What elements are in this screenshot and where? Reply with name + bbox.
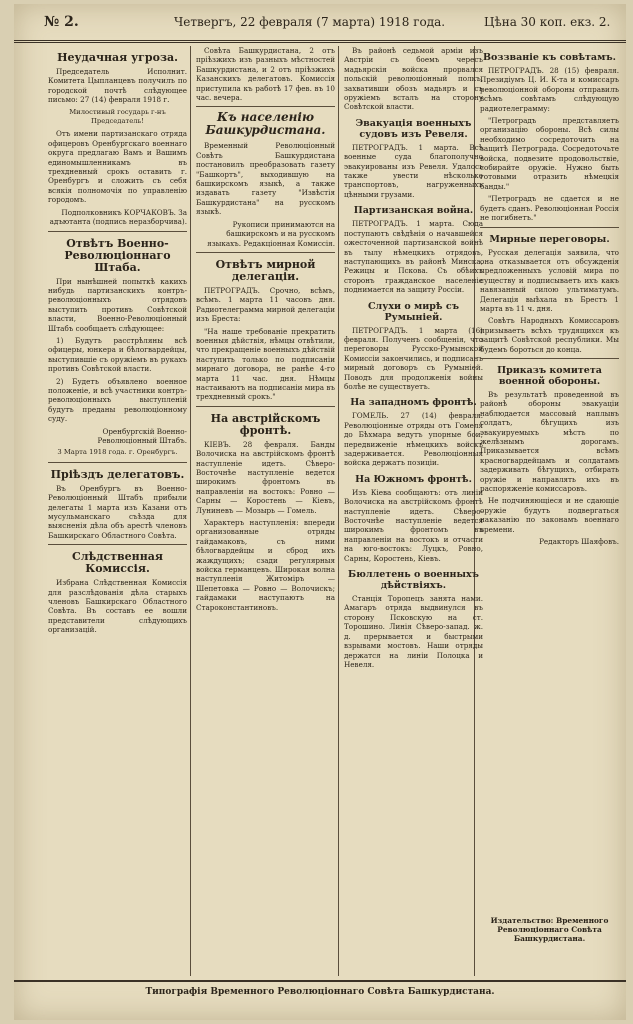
divider — [48, 462, 187, 463]
headline-commission: Слѣдственная Комиссія. — [71, 550, 164, 576]
article-text: КІЕВЪ. 28 февраля. Банды Волочиска на австрійскомъ фронтѣ наступленіе идетъ. Сѣверо-Восточнѣе наступленіе ведется широкимъ фронтомъ въ направленіи на востокъ: Ровно — Сарны — Коростень — Кіевъ, Луниневъ — Мозырь — Гомель. — [196, 439, 335, 515]
newspaper-page — [14, 4, 626, 1020]
headline-romania-peace: Слухи о мирѣ съ Румыніей. — [367, 300, 459, 323]
headline-southern-front: На Южномъ фронтѣ. — [355, 473, 472, 485]
article-text: Совѣта Башкурдистана, 2 отъ пріѣзжихъ изъ разныхъ мѣстностей Башкурдистана, и 2 отъ пріѣзжихъ Казанскихъ делегатовъ. Комиссія приступила къ работѣ 17 фев. въ 10 час. вечера. — [196, 46, 335, 103]
headline-peace-delegation: Отвѣтъ мирной делегаціи. — [215, 257, 316, 283]
article-text: Милостивый государь г-нъ Председатель! — [69, 107, 166, 126]
headline-delegates: Пріѣздъ делегатовъ. — [50, 467, 185, 481]
article-text: Изъ Кіева сообщаютъ: отъ линіи Волочиска на австрійскомъ фронтѣ наступленіе идетъ. Сѣверо-Восточнѣе наступленіе ведется широкимъ фронтомъ въ направленіи на востокъ и отчасти на юго-востокъ: Луцкъ, Ровно, Сарны, Коростень, Кіевъ. — [344, 487, 483, 563]
issue-date: Четвергъ, 22 февраля (7 марта) 1918 года. — [174, 15, 446, 29]
headline-defense-order: Приказъ комитета военной обороны. — [497, 364, 602, 387]
headline-bulletin: Бюллетень о военныхъ дѣйствіяхъ. — [348, 569, 479, 592]
article-text: Въ результатѣ проведенной въ районѣ обороны эвакуаціи наблюдается массовый наплывъ солдатъ, бѣгущихъ изъ эвакуируемыхъ мѣстъ по желѣзнымъ дорогамъ. Приказывается всѣмъ красногвардейцамъ и солдатамъ задерживать бѣгущихъ, отбирать оружіе и направлять ихъ въ распоряженіе комиссаровъ. — [480, 389, 619, 494]
article-text: Совѣтъ Народныхъ Комиссаровъ призываетъ всѣхъ трудящихся къ защитѣ Совѣтской республики. Мы будемъ бороться до конца. — [480, 316, 619, 354]
article-text: 1) Будутъ расстрѣляны всѣ офицеры, юнкера и бѣлогвардейцы, выступившіе съ оружіемъ въ рукахъ противъ Совѣтской власти. — [48, 335, 187, 374]
signature: Подполковникъ КОРЧАКОВЪ. За адъютанта (подпись неразборчива). — [49, 207, 187, 227]
column-3 — [344, 46, 483, 976]
signature: Рукописи принимаются на башкирскомъ и на русскомъ языкахъ. Редакціонная Комиссія. — [207, 219, 335, 248]
headline-austrian-front: На австрійскомъ фронтѣ. — [210, 411, 321, 437]
headline-partisan-war: Партизанская война. — [353, 205, 474, 217]
masthead — [14, 4, 626, 43]
article-text: ПЕТРОГРАДЪ. 1 марта (16) февраля. Полученъ сообщенія, что переговоры Русско-Румынской Комиссіи закончились, и подписанъ мирный договоръ съ Румыніей. Поводъ для продолженія войны болѣе не существуетъ. — [344, 325, 483, 391]
editor-signature: Редакторъ Шаяфовъ. — [539, 537, 619, 547]
divider — [48, 231, 187, 232]
headline-western-front: На западномъ фронтѣ. — [350, 397, 477, 409]
divider — [480, 227, 619, 228]
article-text: ГОМЕЛЬ. 27 (14) февраля. Революціонные отряды отъ Гомеля до Бѣхмара ведутъ упорные бои; передвиженіе нѣмецкихъ войскъ задерживается. Революціонныя войска держатъ позиціи. — [344, 411, 483, 468]
article-text: ПЕТРОГРАДЪ. 28 (15) февраля. Президіумъ Ц. И. К-та и комиссаръ революціонной обороны отправилъ всѣмъ совѣтамъ слѣдующую радиотелеграмму: — [480, 66, 619, 113]
headline-appeal: Воззваніе къ совѣтамъ. — [483, 52, 616, 63]
headline-staff-answer: Отвѣтъ Военно-Революціоннаго Штаба. — [64, 236, 171, 274]
issue-number: № 2. — [44, 14, 79, 30]
article-text: Въ районѣ седьмой арміи изъ Австріи съ боемъ чересъ мадьярскія войска прорвался польскій революціонный полкъ, захвативши обозъ мадьяръ и съ оружіемъ всталъ на сторону Совѣтской власти. — [344, 46, 483, 112]
article-text: Председатель Исполнит. Комитета Цыпланцевъ получилъ по городской почтѣ слѣдующее письмо: 27 (14) февраля 1918 г. — [48, 67, 187, 105]
article-text: Временный Революціонный Совѣтъ Башкурдистана постановилъ преобразовать газету "Башкортъ", выходившую на башкирскомъ языкѣ, а также издавать газету "Извѣстія Башкурдистана" на русскомъ языкѣ. — [196, 141, 335, 217]
article-text: Русская делегація заявила, что она отказывается отъ обсужденія предложенныхъ условій мира по существу и подписываетъ ихъ какъ навязанный силою ультиматумъ. Делегація выѣхала въ Брестъ 1 марта въ 11 ч. дня. — [480, 247, 619, 313]
divider — [196, 106, 335, 107]
headline-failed-threat: Неудачная угроза. — [57, 51, 178, 64]
article-text: Станція Торопецъ занята нами. Амагаръ отряда выдвинулся въ сторону Псковскую на ст. Торошино. Линія Сѣверо-запад. ж. д. прерывается и быстрыми взрывами мостовъ. Наши отряды держатся на линіи Полоцка и Невеля. — [344, 594, 483, 669]
article-text: Избрана Слѣдственная Комиссія для разслѣдованія дѣла старыхъ членовъ Башкирскаго Областного Совѣта. Въ составъ ее вошли представители слѣдующихъ организацій. — [48, 578, 187, 635]
dateline: 3 Марта 1918 года. г. Оренбургъ. — [57, 448, 178, 457]
divider — [48, 544, 187, 545]
divider — [480, 358, 619, 359]
issue-price: Цѣна 30 коп. екз. 2. — [484, 15, 611, 29]
article-text: Отъ имени партизанскаго отряда офицеровъ Оренбургскаго военнаго округа предлагаю Вамъ и Вашимъ единомышленникамъ въ трехдневный срокъ оставить г. Оренбургъ и сложить съ себя всякія полномочія по управленію городомъ. — [48, 129, 187, 205]
column-4 — [480, 46, 619, 976]
headline-to-population: Къ населенію Башкурдистана. — [205, 110, 326, 138]
article-text: Характеръ наступленія: впереди организованные отряды гайдамаковъ, съ ними бѣлогвардейцы и сброд ихъ жаждущихъ; сзади регулярныя войска германцевъ. Широкая волна наступленія Житоміръ — Шепетовка — Ровно — Волочискъ; гайдамаки наступаютъ на Староконстантиновъ. — [196, 518, 335, 612]
article-text: "Петроградъ не сдается и не будетъ сданъ. Революціонная Россія не погибнетъ." — [480, 194, 619, 223]
printer-imprint: Типографія Временного Революціоннаго Совѣта Башкурдистана. — [14, 980, 626, 1002]
article-text: ПЕТРОГРАДЪ. 1 марта. Сюда поступаютъ свѣдѣнія о начавшейся ожесточенной партизанской войнѣ въ тылу нѣмецкихъ отрядовъ, наступающихъ въ районѣ Минска, Режицы и Пскова. Съ обѣихъ сторонъ гражданское населеніе поднимается на защиту Россіи. — [344, 219, 483, 295]
article-text: ПЕТРОГРАДЪ. Срочно, всѣмъ, всѣмъ. 1 марта 11 часовъ дня. Радиотелеграмма мирной делегаціи изъ Бреста: — [196, 285, 335, 324]
column-2 — [196, 46, 335, 976]
divider — [196, 406, 335, 407]
column-divider — [190, 46, 191, 976]
signature: Оренбургскій Военно-Революціонный Штабъ. — [97, 426, 187, 445]
publisher-note: Издательство: Временного Революціоннаго Совѣта Башкурдистана. — [490, 916, 609, 943]
article-text: "На наше требованіе прекратить военныя дѣйствія, нѣмцы отвѣтили, что прекращеніе военныхъ дѣйствій наступить только по подписаніи мирнаго договора, не ранѣе 4-го марта 11 час. дня. Нѣмцы настаиваютъ на подписаніи мира въ трехдневный срокъ." — [196, 326, 335, 402]
divider — [196, 252, 335, 253]
article-text: Не подчиняющіеся и не сдающіе оружіе будутъ подвергаться наказанію по законамъ военнаго времени. — [480, 496, 619, 534]
article-text: При нынѣшней попыткѣ какихъ нибудь партизанскихъ контръ-революціонныхъ отрядовъ выступить противъ Совѣтской власти, Военно-Революціонный Штабъ сообщаетъ слѣдующее: — [48, 276, 187, 333]
article-text: "Петроградъ представляетъ организацію обороны. Всѣ силы необходимо сосредоточить на защитѣ Петрограда. Сосредоточьте войска, подвезите продовольствіе, собирайте оружіе. Нужно быть готовыми отразить нѣмецкія банды." — [480, 116, 619, 191]
article-text: 2) Будетъ объявлено военное положеніе, и всѣ участники контръ-революціонныхъ выступленій будутъ преданы революціонному суду. — [48, 376, 187, 424]
headline-peace-talks: Мирные переговоры. — [489, 233, 610, 245]
headline-evacuation: Эвакуація военныхъ судовъ изъ Ревеля. — [355, 117, 472, 140]
column-1 — [48, 46, 187, 976]
column-divider — [338, 46, 339, 976]
article-text: Въ Оренбургъ въ Военно-Революціонный Штабъ прибыли делегаты 1 марта изъ Казани отъ мусульманскаго съѣзда для выясненія дѣла объ арестѣ членовъ Башкирскаго Областного Совѣта. — [48, 483, 187, 540]
article-text: ПЕТРОГРАДЪ. 1 марта. Всѣ военные суда благополучно эвакуированы изъ Ревеля. Удалось также увести нѣсколько транспортовъ, нагруженныхъ цѣнными грузами. — [344, 142, 483, 199]
